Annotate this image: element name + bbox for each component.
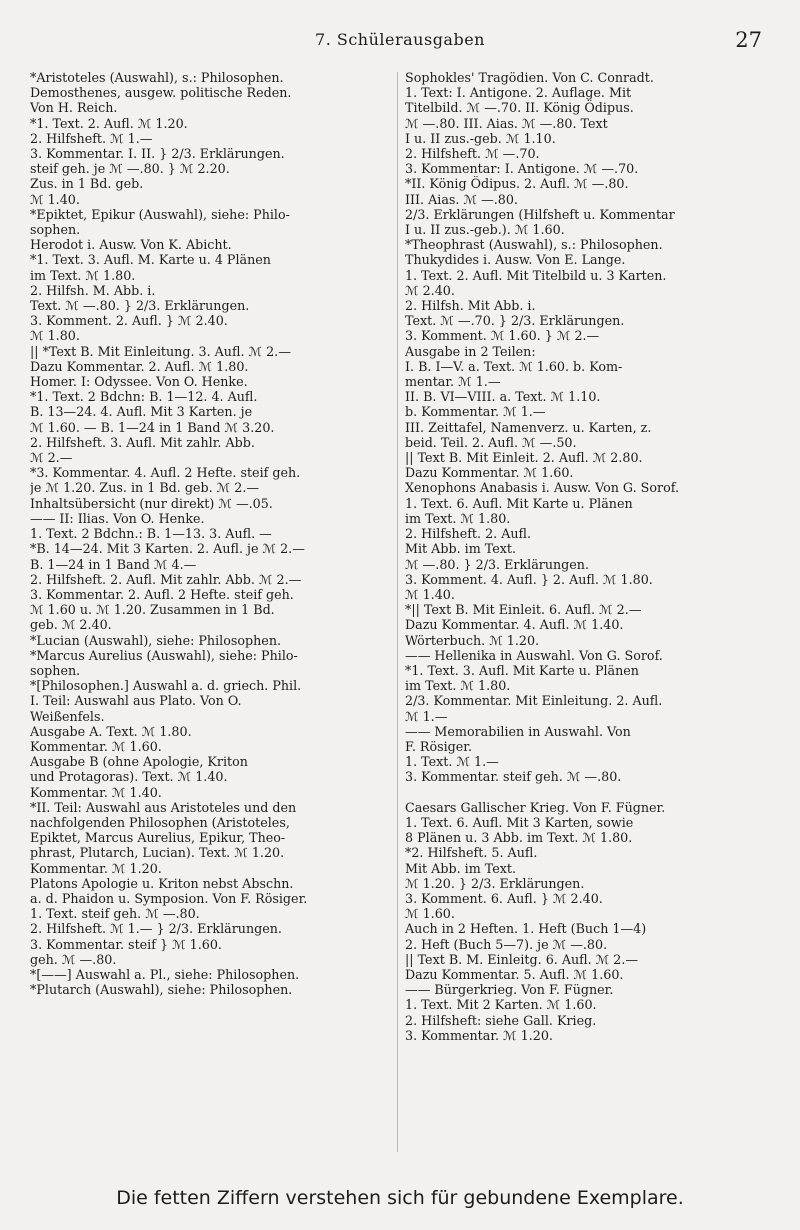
catalog-line: Text. ℳ —.80. } 2/3. Erklärungen. xyxy=(30,298,250,314)
catalog-line: —— Hellenika in Auswahl. Von G. Sorof. xyxy=(405,647,663,663)
catalog-line: ℳ 1.20. } 2/3. Erklärungen. xyxy=(405,875,585,891)
catalog-line: Sophokles' Tragödien. Von C. Conradt. xyxy=(405,70,654,85)
catalog-line: 1. Text. ℳ 1.— xyxy=(405,754,499,770)
catalog-line xyxy=(405,785,767,800)
catalog-line: ℳ 2.— xyxy=(30,450,73,466)
catalog-line: 2. Hilfsheft. ℳ —.70. xyxy=(405,146,540,162)
catalog-line: Dazu Kommentar. 2. Aufl. ℳ 1.80. xyxy=(30,358,249,374)
catalog-line: im Text. ℳ 1.80. xyxy=(405,510,511,526)
catalog-line: Dazu Kommentar. 4. Aufl. ℳ 1.40. xyxy=(405,617,624,633)
catalog-line: 2. Hilfsheft. 3. Aufl. Mit zahlr. Abb. xyxy=(30,434,255,450)
catalog-line: sophen. xyxy=(30,222,81,238)
catalog-line: Xenophons Anabasis i. Ausw. Von G. Sorof. xyxy=(405,480,679,496)
catalog-line: 2. Hilfsheft. 2. Aufl. Mit zahlr. Abb. ℳ 2.— xyxy=(30,571,302,587)
catalog-line: ℳ 2.40. xyxy=(405,282,455,298)
catalog-line: *II. Teil: Auswahl aus Aristoteles und den xyxy=(30,799,297,815)
catalog-line: 2. Hilfsh. M. Abb. i. xyxy=(30,282,156,298)
catalog-line: 2. Hilfsheft. ℳ 1.— xyxy=(30,130,153,146)
catalog-line: Caesars Gallischer Krieg. Von F. Fügner. xyxy=(405,799,666,815)
catalog-line: Platons Apologie u. Kriton nebst Abschn. xyxy=(30,875,294,891)
catalog-line: 1. Text. 2 Bdchn.: B. 1—13. 3. Aufl. — xyxy=(30,526,272,542)
catalog-line: b. Kommentar. ℳ 1.— xyxy=(405,404,546,420)
catalog-line: steif geh. je ℳ —.80. } ℳ 2.20. xyxy=(30,161,230,177)
catalog-line: ℳ 1.40. xyxy=(405,586,455,602)
catalog-line: Kommentar. ℳ 1.20. xyxy=(30,860,162,876)
right-column xyxy=(405,70,767,1043)
catalog-line: geb. ℳ 2.40. xyxy=(30,617,112,633)
catalog-line: I u. II zus.-geb. ℳ 1.10. xyxy=(405,130,556,146)
catalog-line: 3. Kommentar. steif } ℳ 1.60. xyxy=(30,936,222,952)
catalog-line: Ausgabe B (ohne Apologie, Kriton xyxy=(30,754,248,770)
catalog-line: 2. Hilfsheft. ℳ 1.— } 2/3. Erklärungen. xyxy=(30,921,282,937)
catalog-line: und Protagoras). Text. ℳ 1.40. xyxy=(30,769,228,785)
catalog-line: 3. Kommentar. ℳ 1.20. xyxy=(405,1027,553,1043)
catalog-line: Auch in 2 Heften. 1. Heft (Buch 1—4) xyxy=(405,921,647,937)
catalog-line: ℳ 1.60 u. ℳ 1.20. Zusammen in 1 Bd. xyxy=(30,602,275,618)
catalog-line: *Lucian (Auswahl), siehe: Philosophen. xyxy=(30,632,282,648)
catalog-line: B. 13—24. 4. Aufl. Mit 3 Karten. je xyxy=(30,404,253,420)
catalog-line: 3. Komment. 4. Aufl. } 2. Aufl. ℳ 1.80. xyxy=(405,571,653,587)
catalog-line: Zus. in 1 Bd. geb. xyxy=(30,176,144,192)
page-header xyxy=(30,30,770,58)
catalog-line: 8 Plänen u. 3 Abb. im Text. ℳ 1.80. xyxy=(405,830,633,846)
catalog-line: ℳ 1.80. xyxy=(30,328,80,344)
catalog-line: —— II: Ilias. Von O. Henke. xyxy=(30,510,205,526)
left-column xyxy=(30,70,392,997)
catalog-line: III. Aias. ℳ —.80. xyxy=(405,191,518,207)
catalog-line: nachfolgenden Philosophen (Aristoteles, xyxy=(30,814,290,830)
catalog-line: Text. ℳ —.70. } 2/3. Erklärungen. xyxy=(405,313,625,329)
catalog-line: *Plutarch (Auswahl), siehe: Philosophen. xyxy=(30,982,293,998)
catalog-line: || *Text B. Mit Einleitung. 3. Aufl. ℳ 2.— xyxy=(30,343,291,359)
catalog-line: *[——] Auswahl a. Pl., siehe: Philosophen. xyxy=(30,966,300,982)
catalog-line: 1. Text. steif geh. ℳ —.80. xyxy=(30,906,200,922)
catalog-line: || Text B. M. Einleitg. 6. Aufl. ℳ 2.— xyxy=(405,951,639,967)
catalog-line: je ℳ 1.20. Zus. in 1 Bd. geb. ℳ 2.— xyxy=(30,480,260,496)
catalog-line: Inhaltsübersicht (nur direkt) ℳ —.05. xyxy=(30,495,273,511)
page-number: 27 xyxy=(735,28,762,52)
catalog-line: *1. Text. 2 Bdchn: B. 1—12. 4. Aufl. xyxy=(30,389,258,405)
catalog-line: *Marcus Aurelius (Auswahl), siehe: Philo- xyxy=(30,647,298,663)
catalog-line: 3. Kommentar: I. Antigone. ℳ —.70. xyxy=(405,161,639,177)
catalog-line: Titelbild. ℳ —.70. II. König Ödipus. xyxy=(405,100,634,116)
column-divider xyxy=(397,72,398,1152)
catalog-line: *1. Text. 3. Aufl. M. Karte u. 4 Plänen xyxy=(30,252,271,268)
catalog-line: 1. Text: I. Antigone. 2. Auflage. Mit xyxy=(405,85,632,101)
catalog-line: *II. König Ödipus. 2. Aufl. ℳ —.80. xyxy=(405,176,629,192)
catalog-line: Homer. I: Odyssee. Von O. Henke. xyxy=(30,374,248,390)
catalog-line: Dazu Kommentar. ℳ 1.60. xyxy=(405,465,574,481)
footer-note: Die fetten Ziffern verstehen sich für gebundene Exemplare. xyxy=(116,1187,684,1209)
catalog-line: *Epiktet, Epikur (Auswahl), siehe: Philo- xyxy=(30,206,290,222)
catalog-line: 1. Text. 6. Aufl. Mit 3 Karten, sowie xyxy=(405,814,634,830)
catalog-line: —— Memorabilien in Auswahl. Von xyxy=(405,723,631,739)
catalog-line: 2/3. Erklärungen (Hilfsheft u. Kommentar xyxy=(405,206,675,222)
catalog-line: Ausgabe A. Text. ℳ 1.80. xyxy=(30,723,192,739)
catalog-line: *Aristoteles (Auswahl), s.: Philosophen. xyxy=(30,70,284,85)
catalog-line: Wörterbuch. ℳ 1.20. xyxy=(405,632,540,648)
catalog-line: 3. Kommentar. 2. Aufl. 2 Hefte. steif geh. xyxy=(30,586,294,602)
catalog-line: ℳ —.80. } 2/3. Erklärungen. xyxy=(405,556,589,572)
catalog-line: a. d. Phaidon u. Symposion. Von F. Rösiger. xyxy=(30,890,308,906)
catalog-line: Kommentar. ℳ 1.60. xyxy=(30,738,162,754)
catalog-line: I. B. I—V. a. Text. ℳ 1.60. b. Kom- xyxy=(405,358,623,374)
catalog-line: Mit Abb. im Text. xyxy=(405,860,517,876)
catalog-line: Weißenfels. xyxy=(30,708,105,724)
catalog-line: 1. Text. 6. Aufl. Mit Karte u. Plänen xyxy=(405,495,633,511)
catalog-line: *3. Kommentar. 4. Aufl. 2 Hefte. steif geh. xyxy=(30,465,301,481)
catalog-line: sophen. xyxy=(30,662,81,678)
catalog-line: ℳ 1.60. xyxy=(405,906,455,922)
catalog-line: I. Teil: Auswahl aus Plato. Von O. xyxy=(30,693,242,709)
catalog-line: geh. ℳ —.80. xyxy=(30,951,117,967)
catalog-line: —— Bürgerkrieg. Von F. Fügner. xyxy=(405,982,614,998)
catalog-line: || Text B. Mit Einleit. 2. Aufl. ℳ 2.80. xyxy=(405,450,643,466)
catalog-line: Demosthenes, ausgew. politische Reden. xyxy=(30,85,292,101)
catalog-line: I u. II zus.-geb.). ℳ 1.60. xyxy=(405,222,565,238)
catalog-line: ℳ 1.60. — B. 1—24 in 1 Band ℳ 3.20. xyxy=(30,419,275,435)
catalog-line: B. 1—24 in 1 Band ℳ 4.— xyxy=(30,556,197,572)
catalog-line: 1. Text. Mit 2 Karten. ℳ 1.60. xyxy=(405,997,597,1013)
catalog-line: II. B. VI—VIII. a. Text. ℳ 1.10. xyxy=(405,389,601,405)
catalog-line: *1. Text. 3. Aufl. Mit Karte u. Plänen xyxy=(405,662,639,678)
catalog-line: *2. Hilfsheft. 5. Aufl. xyxy=(405,845,538,861)
catalog-line: Herodot i. Ausw. Von K. Abicht. xyxy=(30,237,232,253)
catalog-line: Epiktet, Marcus Aurelius, Epikur, Theo- xyxy=(30,830,286,846)
catalog-line: 3. Komment. 6. Aufl. } ℳ 2.40. xyxy=(405,890,603,906)
catalog-line: Kommentar. ℳ 1.40. xyxy=(30,784,162,800)
catalog-line: 2. Hilfsheft: siehe Gall. Krieg. xyxy=(405,1012,597,1028)
catalog-line: Ausgabe in 2 Teilen: xyxy=(405,343,536,359)
catalog-line: ℳ 1.40. xyxy=(30,191,80,207)
catalog-line: beid. Teil. 2. Aufl. ℳ —.50. xyxy=(405,434,577,450)
catalog-line: Dazu Kommentar. 5. Aufl. ℳ 1.60. xyxy=(405,966,624,982)
catalog-line: *1. Text. 2. Aufl. ℳ 1.20. xyxy=(30,115,188,131)
catalog-line: ℳ —.80. III. Aias. ℳ —.80. Text xyxy=(405,115,608,131)
catalog-line: 2. Hilfsh. Mit Abb. i. xyxy=(405,298,536,314)
catalog-line: 3. Kommentar. I. II. } 2/3. Erklärungen. xyxy=(30,146,285,162)
catalog-line: phrast, Plutarch, Lucian). Text. ℳ 1.20. xyxy=(30,845,285,861)
catalog-line: 3. Komment. ℳ 1.60. } ℳ 2.— xyxy=(405,328,600,344)
catalog-line: 1. Text. 2. Aufl. Mit Titelbild u. 3 Karten. xyxy=(405,267,667,283)
catalog-line: Mit Abb. im Text. xyxy=(405,541,517,557)
catalog-line: *B. 14—24. Mit 3 Karten. 2. Aufl. je ℳ 2.— xyxy=(30,541,305,557)
catalog-line: F. Rösiger. xyxy=(405,738,472,754)
catalog-line: 2. Heft (Buch 5—7). je ℳ —.80. xyxy=(405,936,608,952)
catalog-line: *[Philosophen.] Auswahl a. d. griech. Phil. xyxy=(30,678,302,694)
catalog-line: 3. Kommentar. steif geh. ℳ —.80. xyxy=(405,769,622,785)
catalog-line: *Theophrast (Auswahl), s.: Philosophen. xyxy=(405,237,663,253)
section-title: 7. Schülerausgaben xyxy=(315,30,485,49)
catalog-line: im Text. ℳ 1.80. xyxy=(405,678,511,694)
catalog-line: im Text. ℳ 1.80. xyxy=(30,267,136,283)
catalog-line: 2. Hilfsheft. 2. Aufl. xyxy=(405,526,532,542)
catalog-line: 3. Komment. 2. Aufl. } ℳ 2.40. xyxy=(30,313,228,329)
catalog-line: Thukydides i. Ausw. Von E. Lange. xyxy=(405,252,626,268)
catalog-line: 2/3. Kommentar. Mit Einleitung. 2. Aufl. xyxy=(405,693,663,709)
catalog-line: mentar. ℳ 1.— xyxy=(405,374,501,390)
catalog-line: III. Zeittafel, Namenverz. u. Karten, z. xyxy=(405,419,652,435)
catalog-line: *|| Text B. Mit Einleit. 6. Aufl. ℳ 2.— xyxy=(405,602,642,618)
catalog-line: ℳ 1.— xyxy=(405,708,448,724)
catalog-line: Von H. Reich. xyxy=(30,100,118,116)
